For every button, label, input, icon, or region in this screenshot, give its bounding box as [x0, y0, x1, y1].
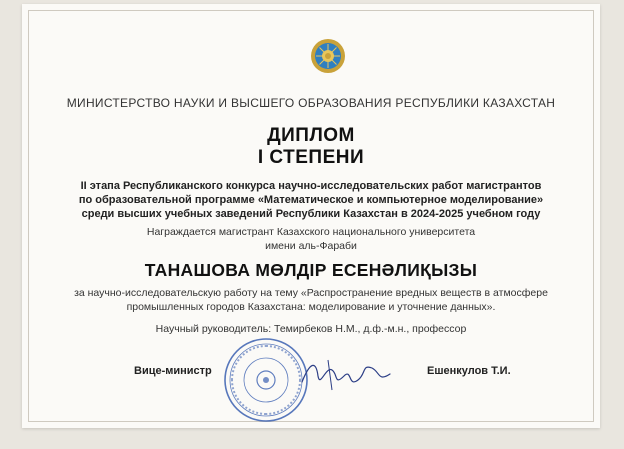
topic-line: за научно-исследовательскую работу на тему «Распространение вредных веществ в атмосфере: [74, 287, 548, 299]
awarded-line: имени аль-Фараби: [265, 240, 357, 252]
diploma-title: ДИПЛОМ: [267, 125, 355, 146]
competition-line: среди высших учебных заведений Республики Казахстан в 2024-2025 учебном году: [81, 208, 541, 220]
competition-line: по образовательной программе «Математическое и компьютерное моделирование»: [78, 194, 544, 206]
signatory-name: Ешенкулов Т.И.: [427, 365, 511, 377]
recipient-name: ТАНАШОВА МӨЛДІР ЕСЕНӘЛИҚЫЗЫ: [144, 260, 478, 280]
state-emblem-icon: [310, 38, 346, 74]
signatory-title: Вице-министр: [134, 365, 212, 377]
signature-icon: [298, 352, 398, 397]
diploma-sheet: [22, 4, 600, 428]
supervisor-line: Научный руководитель: Темирбеков Н.М., д.ф.-м.н., профессор: [155, 323, 467, 335]
awarded-line: Награждается магистрант Казахского национального университета: [146, 226, 476, 238]
competition-line: II этапа Республиканского конкурса научно-исследовательских работ магистрантов: [80, 180, 542, 192]
official-stamp-icon: [223, 337, 309, 423]
topic-line: промышленных городов Казахстана: моделирование и уточнение данных».: [126, 301, 496, 313]
diploma-degree: I СТЕПЕНИ: [257, 147, 365, 168]
ministry-name: МИНИСТЕРСТВО НАУКИ И ВЫСШЕГО ОБРАЗОВАНИЯ РЕСПУБЛИКИ КАЗАХСТАН: [66, 96, 556, 110]
